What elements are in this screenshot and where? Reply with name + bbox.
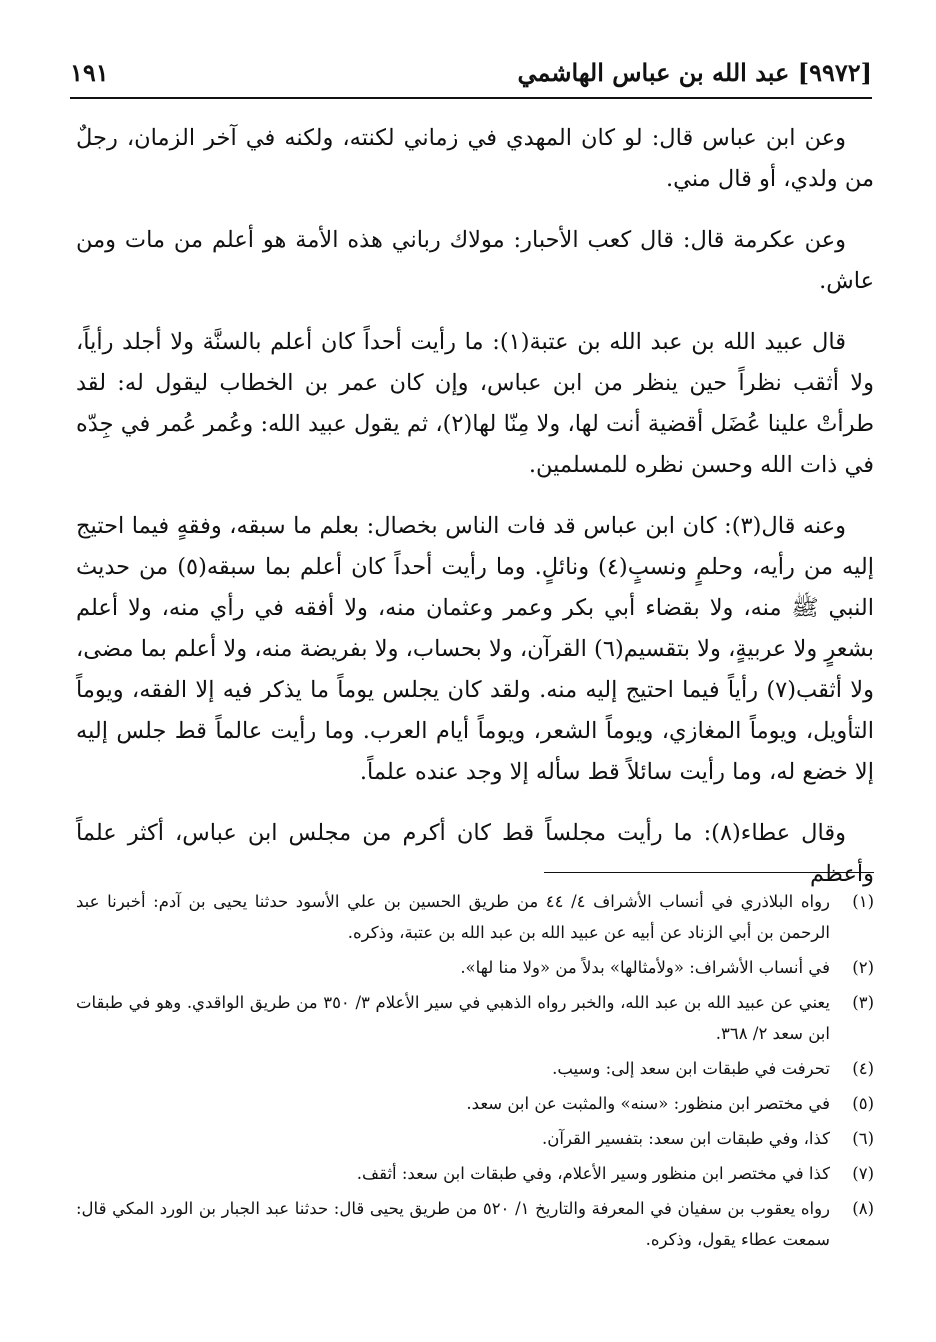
footnotes	[76, 886, 874, 1259]
paragraph: وقال عطاء(٨): ما رأيت مجلساً قط كان أكرم من مجلس ابن عباس، أكثر علماً وأعظم	[76, 820, 874, 887]
footnote-text: كذا في مختصر ابن منظور وسير الأعلام، وفي طبقات ابن سعد: أثقف.	[356, 1164, 830, 1183]
header-rule	[70, 97, 872, 99]
main-text	[76, 118, 874, 915]
paragraph: وعنه قال(٣): كان ابن عباس قد فات الناس بخصال: بعلم ما سبقه، وفقهٍ فيما احتيج إليه من رأيه، وحلمٍ ونسبٍ(٤) ونائلٍ. وما رأيت أحداً كان أعلم بما سبقه(٥) من حديث النبي ﷺ منه، ولا بقضاء أبي بكر وعمر وعثمان منه، ولا أفقه في رأي منه، ولا أعلم بشعرٍ ولا عربيةٍ، ولا بتقسيم(٦) القرآن، ولا بحساب، ولا بفريضة منه، ولا أعلم بما مضى، ولا أثقب(٧) رأياً فيما احتيج إليه منه. ولقد كان يجلس يوماً ما يذكر فيه إلا الفقه، ويوماً التأويل، ويوماً المغازي، ويوماً الشعر، ويوماً أيام العرب. وما رأيت عالماً قط جلس إليه إلا خضع له، وما رأيت سائلاً قط سأله إلا وجد عنده علماً.	[76, 513, 875, 785]
footnote	[76, 1123, 874, 1154]
footnote-number: (٧)	[852, 1164, 874, 1183]
footnote	[76, 1193, 874, 1255]
footnote-text: يعني عن عبيد الله بن عبد الله، والخبر رواه الذهبي في سير الأعلام ٣/ ٣٥٠ من طريق الواقدي. وهو في طبقات ابن سعد ٢/ ٣٦٨.	[76, 993, 830, 1043]
page-header	[70, 52, 872, 96]
running-title: [٩٩٧٢] عبد الله بن عباس الهاشمي	[517, 58, 872, 87]
paragraph: قال عبيد الله بن عبد الله بن عتبة(١): ما رأيت أحداً كان أعلم بالسنَّة ولا أجلد رأياً، ولا أثقب نظراً حين ينظر من ابن عباس، وإن كان عمر بن الخطاب ليقول له: لقد طرأتْ علينا عُضَل أقضية أنت لها، ولا مِنّا لها(٢)، ثم يقول عبيد الله: وعُمر عُمر في جِدّه في ذات الله وحسن نظره للمسلمين.	[76, 329, 874, 478]
paragraph: وعن ابن عباس قال: لو كان المهدي في زماني لكنته، ولكنه في آخر الزمان، رجلٌ من ولدي، أو قال مني.	[76, 125, 874, 192]
footnote	[76, 1053, 874, 1084]
footnote-number: (٨)	[852, 1199, 874, 1218]
footnote-number: (٢)	[852, 958, 874, 977]
footnote	[76, 886, 874, 948]
footnote-separator	[544, 872, 874, 873]
footnote	[76, 1088, 874, 1119]
footnote-number: (٥)	[852, 1094, 874, 1113]
footnote	[76, 952, 874, 983]
footnote-number: (١)	[852, 892, 874, 911]
page-number: ١٩١	[70, 58, 109, 87]
footnote-number: (٦)	[852, 1129, 874, 1148]
footnote-number: (٣)	[852, 993, 874, 1012]
footnote-text: تحرفت في طبقات ابن سعد إلى: وسيب.	[552, 1059, 830, 1078]
footnote-number: (٤)	[852, 1059, 874, 1078]
paragraph: وعن عكرمة قال: قال كعب الأحبار: مولاك رباني هذه الأمة هو أعلم من مات ومن عاش.	[76, 227, 874, 294]
footnote-text: كذا، وفي طبقات ابن سعد: بتفسير القرآن.	[542, 1129, 830, 1148]
footnote-text: رواه البلاذري في أنساب الأشراف ٤/ ٤٤ من طريق الحسين بن علي الأسود حدثنا يحيى بن آدم: أخبرنا عبد الرحمن بن أبي الزناد عن أبيه عن عبيد الله بن عبد الله بن عتبة، وذكره.	[76, 892, 830, 942]
footnote	[76, 987, 874, 1049]
footnote	[76, 1158, 874, 1189]
footnote-text: في مختصر ابن منظور: «سنه» والمثبت عن ابن سعد.	[466, 1094, 830, 1113]
footnote-text: رواه يعقوب بن سفيان في المعرفة والتاريخ ١/ ٥٢٠ من طريق يحيى قال: حدثنا عبد الجبار بن الورد المكي قال: سمعت عطاء يقول، وذكره.	[76, 1199, 831, 1249]
footnote-text: في أنساب الأشراف: «ولأمثالها» بدلاً من «ولا منا لها».	[460, 958, 830, 977]
